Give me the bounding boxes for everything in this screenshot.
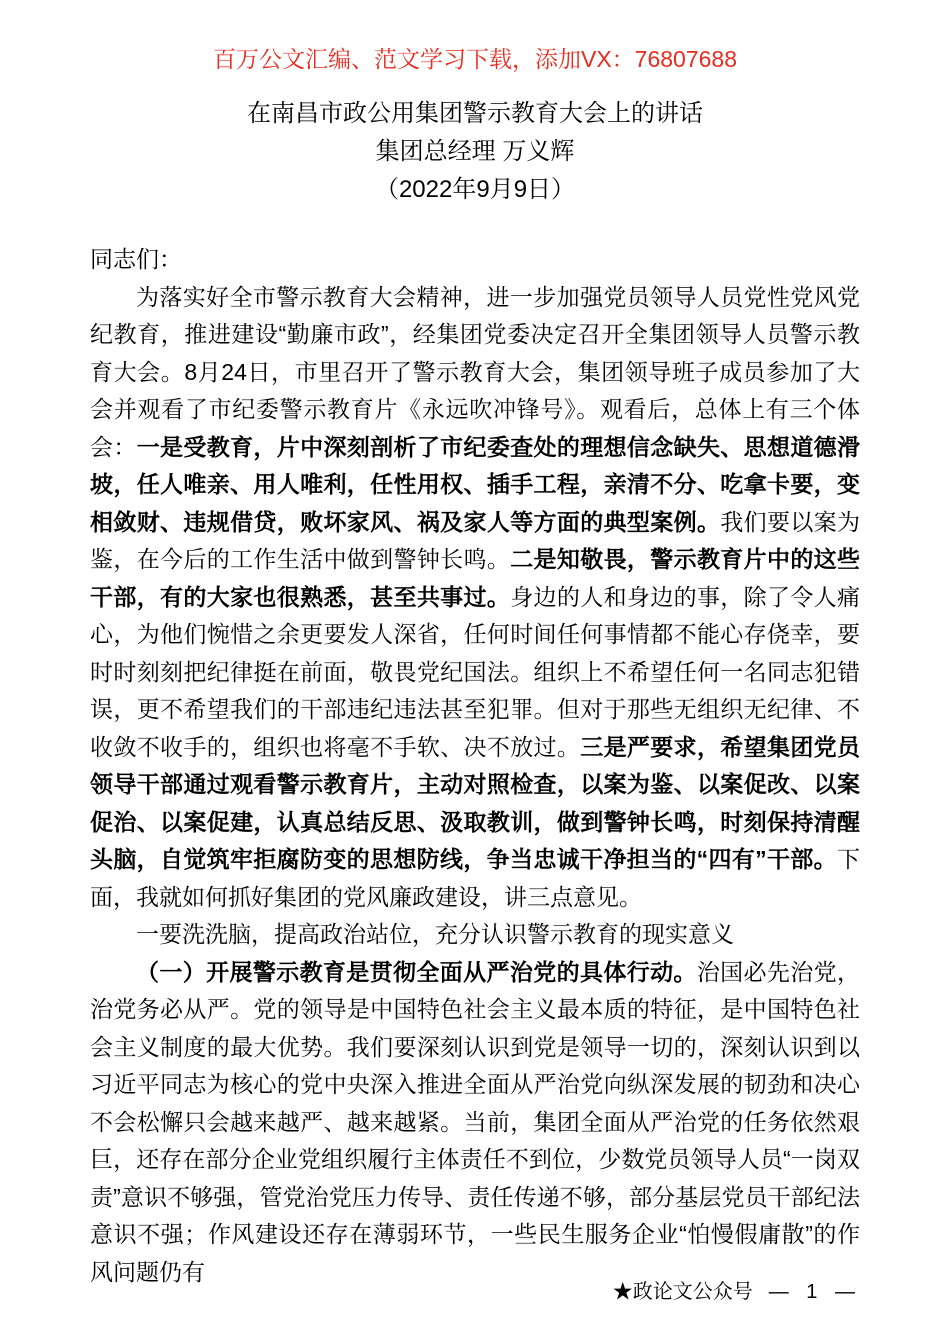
paragraph-point-one	[90, 954, 860, 1292]
bold-text-run: （一）开展警示教育是贯彻全面从严治党的具体行动。	[136, 958, 697, 985]
document-head	[0, 95, 950, 209]
text-run: 身边的人和身边的事，除了令人痛心，为他们惋惜之余更要发人深省，任何时间任何事情都不能心存侥幸，要时时刻刻把纪律挺在前面，敬畏党纪国法。组织上不希望任何一名同志犯错误，更不希望我们的干部违纪违法甚至犯罪。但对于那些无组织无纪律、不收敛不收手的，组织也将毫不手软、决不放过。	[90, 583, 860, 760]
section-heading-one	[90, 916, 860, 954]
speaker-line: 集团总经理 万义辉	[375, 138, 575, 165]
text-run: 为落实好全市警示教育大会精神，进一步加强党员领导人员党性党风党纪教育，推进建设“勤廉市政”，经集团党委决定召开全集团领导人员警示教育大会。8月24日，市里召开了警示教育大会，集团领导班子成员参加了大会并观看了市纪委警示教育片《永远吹冲锋号》。观看后，总体上有三个体会：	[90, 283, 860, 460]
document-title: 在南昌市政公用集团警示教育大会上的讲话	[247, 100, 703, 127]
text-run: 下面，我就如何抓好集团的党风廉政建设，讲三点意见。	[90, 846, 860, 910]
bold-text-run: 二是知敬畏，警示教育片中的这些干部，有的大家也很熟悉，甚至共事过。	[90, 546, 860, 610]
document-body	[90, 241, 860, 1291]
text-run: 同志们：	[90, 246, 182, 272]
paragraph-three-takeaways	[90, 279, 860, 917]
text-run: 治国必先治党，治党务必从严。党的领导是中国特色社会主义最本质的特征，是中国特色社会主义制度的最大优势。我们要深刻认识到党是领导一切的，深刻认识到以习近平同志为核心的党中央深入推进全面从严治党向纵深发展的韧劲和决心不会松懈只会越来越严、越来越紧。当前，集团全面从严治党的任务依然艰巨，还存在部分企业党组织履行主体责任不到位，少数党员领导人员“一岗双责”意识不够强，管党治党压力传导、责任传递不够，部分基层党员干部纪法意识不强；作风建设还存在薄弱环节，一些民生服务企业“怕慢假庸散”的作风问题仍有	[90, 958, 861, 1285]
bold-text-run: 三是严要求，希望集团党员领导干部通过观看警示教育片，主动对照检查，以案为鉴、以案促改、以案促治、以案促建，认真总结反思、汲取教训，做到警钟长鸣，时刻保持清醒头脑，自觉筑牢拒腐防变的思想防线，争当忠诚干净担当的“四有”干部。	[90, 733, 860, 872]
footer-source: ★政论文公众号	[612, 1281, 753, 1303]
text-run: 一要洗洗脑，提高政治站位，充分认识警示教育的现实意义	[136, 921, 734, 947]
text-run: 我们要以案为鉴，在今后的工作生活中做到警钟长鸣。	[90, 508, 860, 572]
date-line: （2022年9月9日）	[374, 176, 576, 203]
salutation	[90, 241, 860, 279]
header-notice: 百万公文汇编、范文学习下载，添加VX：76807688	[212, 46, 737, 72]
footer-page-number: — 1 —	[768, 1281, 855, 1303]
bold-text-run: 一是受教育，片中深刻剖析了市纪委查处的理想信念缺失、思想道德滑坡，任人唯亲、用人唯利，任性用权、插手工程，亲清不分、吃拿卡要，变相敛财、违规借贷，败坏家风、祸及家人等方面的典型案例。	[90, 433, 860, 535]
page-footer	[613, 1280, 855, 1304]
